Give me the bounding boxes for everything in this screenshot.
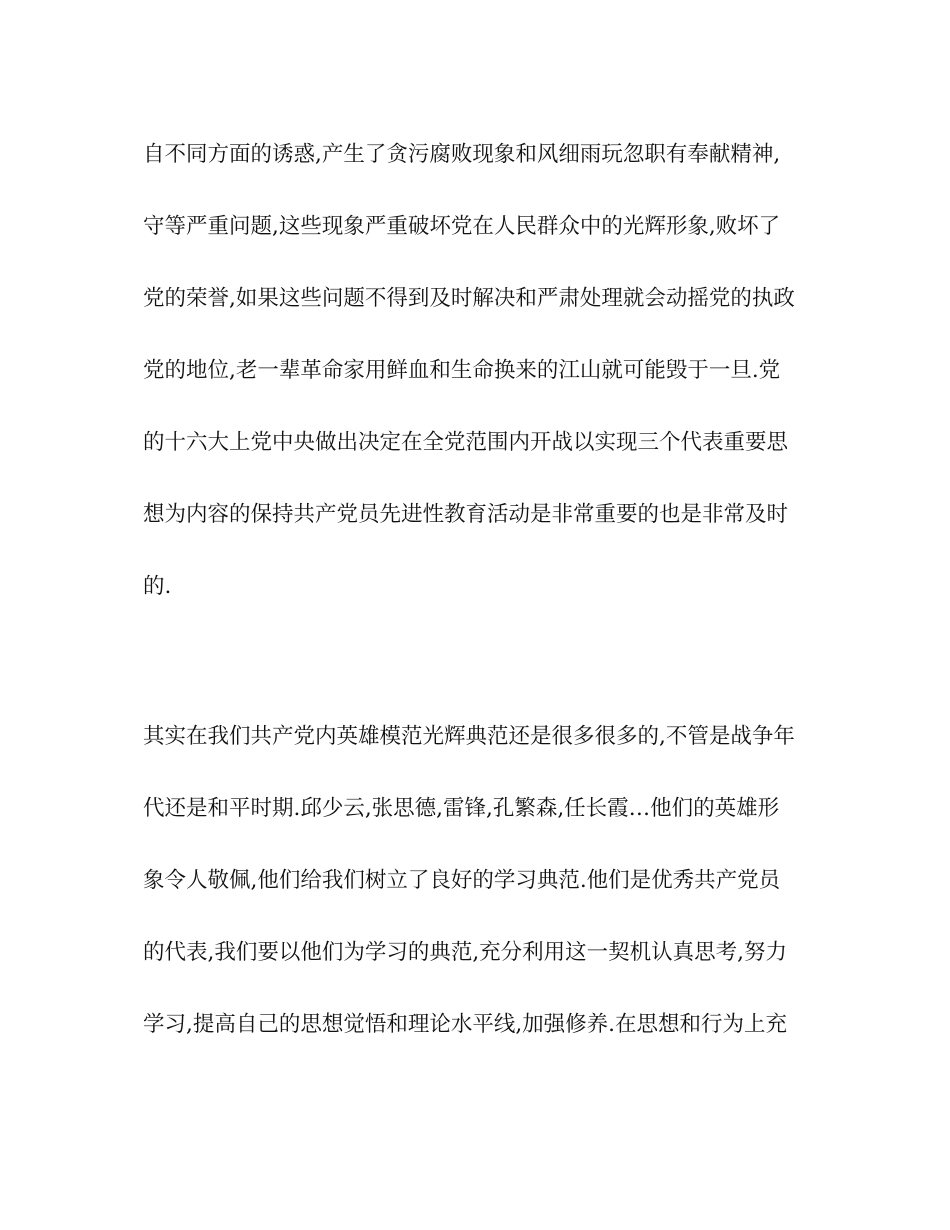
paragraph-1-line-1: 自不同方面的诱惑,产生了贪污腐败现象和风细雨玩忽职有奉献精神, — [143, 142, 781, 167]
paragraph-2-line-2: 代还是和平时期.邱少云,张思德,雷锋,孔繁森,任长霞…他们的英雄形 — [143, 796, 780, 821]
paragraph-2-line-3: 象令人敬佩,他们给我们树立了良好的学习典范.他们是优秀共产党员 — [143, 868, 781, 893]
paragraph-1-line-7: 的. — [143, 574, 172, 599]
paragraph-1-line-5: 的十六大上党中央做出决定在全党范围内开战以实现三个代表重要思 — [143, 430, 789, 455]
paragraph-1-line-6: 想为内容的保持共产党员先进性教育活动是非常重要的也是非常及时 — [143, 502, 789, 527]
paragraph-2-line-1: 其实在我们共产党内英雄模范光辉典范还是很多很多的,不管是战争年 — [143, 724, 795, 749]
paragraph-2-line-4: 的代表,我们要以他们为学习的典范,充分利用这一契机认真思考,努力 — [143, 940, 788, 965]
paragraph-1-line-4: 党的地位,老一辈革命家用鲜血和生命换来的江山就可能毁于一旦.党 — [143, 358, 781, 383]
paragraph-1-line-3: 党的荣誉,如果这些问题不得到及时解决和严肃处理就会动摇党的执政 — [143, 286, 795, 311]
paragraph-1-line-2: 守等严重问题,这些现象严重破坏党在人民群众中的光辉形象,败坏了 — [143, 214, 781, 239]
paragraph-2-line-5: 学习,提高自己的思想觉悟和理论水平线,加强修养.在思想和行为上充 — [143, 1012, 788, 1037]
